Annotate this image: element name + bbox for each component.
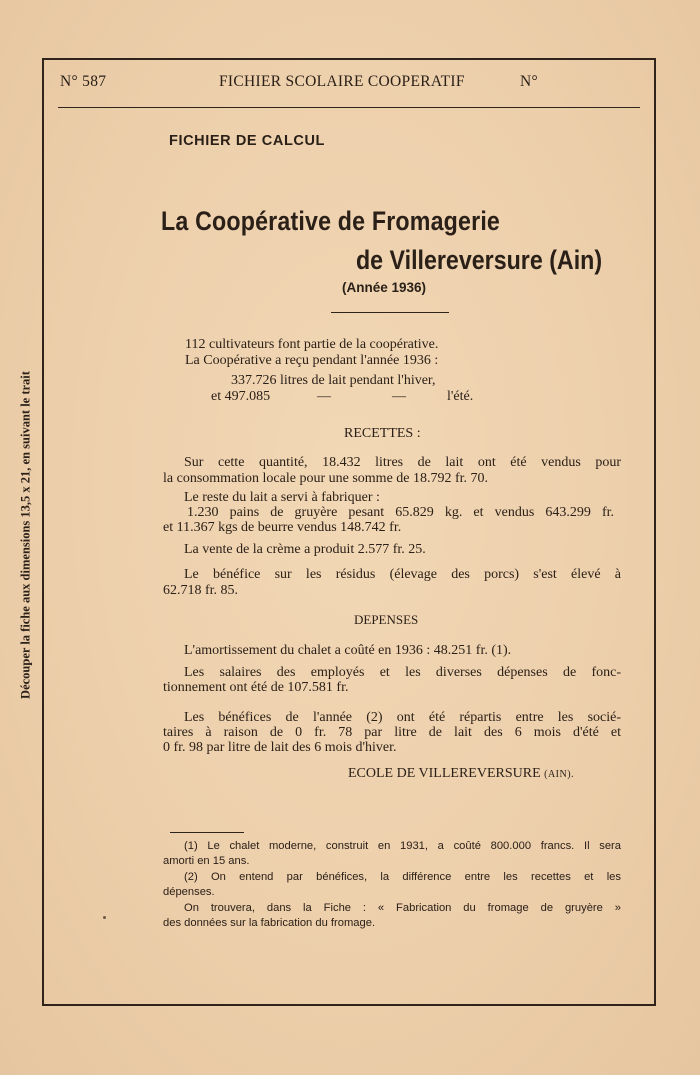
- depenses-line: L'amortissement du chalet a coûté en 1936 : 48.251 fr. (1).: [184, 643, 512, 658]
- footnote-rule: [170, 832, 244, 833]
- recettes-line: 1.230 pains de gruyère pesant 65.829 kg. et vendus 643.299 fr.: [187, 505, 614, 520]
- series-title: FICHIER SCOLAIRE COOPERATIF: [219, 73, 465, 90]
- signature-tail: (AIN).: [544, 769, 575, 780]
- footnote-line: (2) On entend par bénéfices, la différence entre les recettes et les: [184, 871, 621, 883]
- paper-speck: [103, 916, 106, 919]
- recettes-line: La vente de la crème a produit 2.577 fr. 25.: [184, 542, 426, 557]
- depenses-line: Les salaires des employés et les diverses dépenses de fonc-: [184, 665, 621, 680]
- intro-line: La Coopérative a reçu pendant l'année 1936 :: [185, 353, 439, 368]
- section-label: FICHIER DE CALCUL: [169, 133, 325, 149]
- card-number: N° 587: [60, 73, 107, 90]
- intro-line: l'été.: [447, 389, 474, 404]
- intro-line: 337.726 litres de lait pendant l'hiver,: [231, 373, 436, 388]
- recettes-line: Sur cette quantité, 18.432 litres de lait ont été vendus pour: [184, 455, 621, 470]
- depenses-line: tionnement ont été de 107.581 fr.: [163, 680, 349, 695]
- title-rule: [331, 312, 449, 313]
- page-title-line1: La Coopérative de Fromagerie: [161, 206, 501, 236]
- cut-instruction: Découper la fiche aux dimensions 13,5 x 21, en suivant le trait: [18, 371, 33, 699]
- signature: [348, 766, 574, 782]
- ditto-mark: —: [392, 389, 406, 404]
- header-rule: [58, 107, 640, 108]
- ditto-mark: —: [317, 389, 331, 404]
- recettes-line: et 11.367 kgs de beurre vendus 148.742 fr.: [163, 520, 402, 535]
- footnote-line: dépenses.: [163, 886, 215, 898]
- footnote-line: des données sur la fabrication du fromage.: [163, 917, 376, 929]
- signature-text: ECOLE DE VILLEREVERSURE: [348, 766, 541, 781]
- recettes-line: Le reste du lait a servi à fabriquer :: [184, 490, 380, 505]
- depenses-line: taires à raison de 0 fr. 78 par litre de lait des 6 mois d'été et: [163, 725, 621, 740]
- recettes-line: 62.718 fr. 85.: [163, 583, 239, 598]
- depenses-line: 0 fr. 98 par litre de lait des 6 mois d'hiver.: [163, 740, 397, 755]
- recettes-line: Le bénéfice sur les résidus (élevage des porcs) s'est élevé à: [184, 567, 621, 582]
- year-subtitle: (Année 1936): [342, 280, 427, 295]
- footnote-line: amorti en 15 ans.: [163, 855, 250, 867]
- intro-line: 112 cultivateurs font partie de la coopérative.: [185, 337, 439, 352]
- footnote-line: On trouvera, dans la Fiche : « Fabrication du fromage de gruyère »: [184, 902, 621, 914]
- recettes-heading: RECETTES :: [344, 426, 421, 441]
- intro-line: et 497.085: [211, 389, 271, 404]
- number-label: N°: [520, 73, 538, 90]
- page-title-line2: de Villereversure (Ain): [356, 245, 603, 275]
- depenses-line: Les bénéfices de l'année (2) ont été répartis entre les socié-: [184, 710, 621, 725]
- footnote-line: (1) Le chalet moderne, construit en 1931, a coûté 800.000 francs. Il sera: [184, 840, 621, 852]
- depenses-heading: DEPENSES: [354, 612, 419, 627]
- recettes-line: la consommation locale pour une somme de 18.792 fr. 70.: [163, 471, 489, 486]
